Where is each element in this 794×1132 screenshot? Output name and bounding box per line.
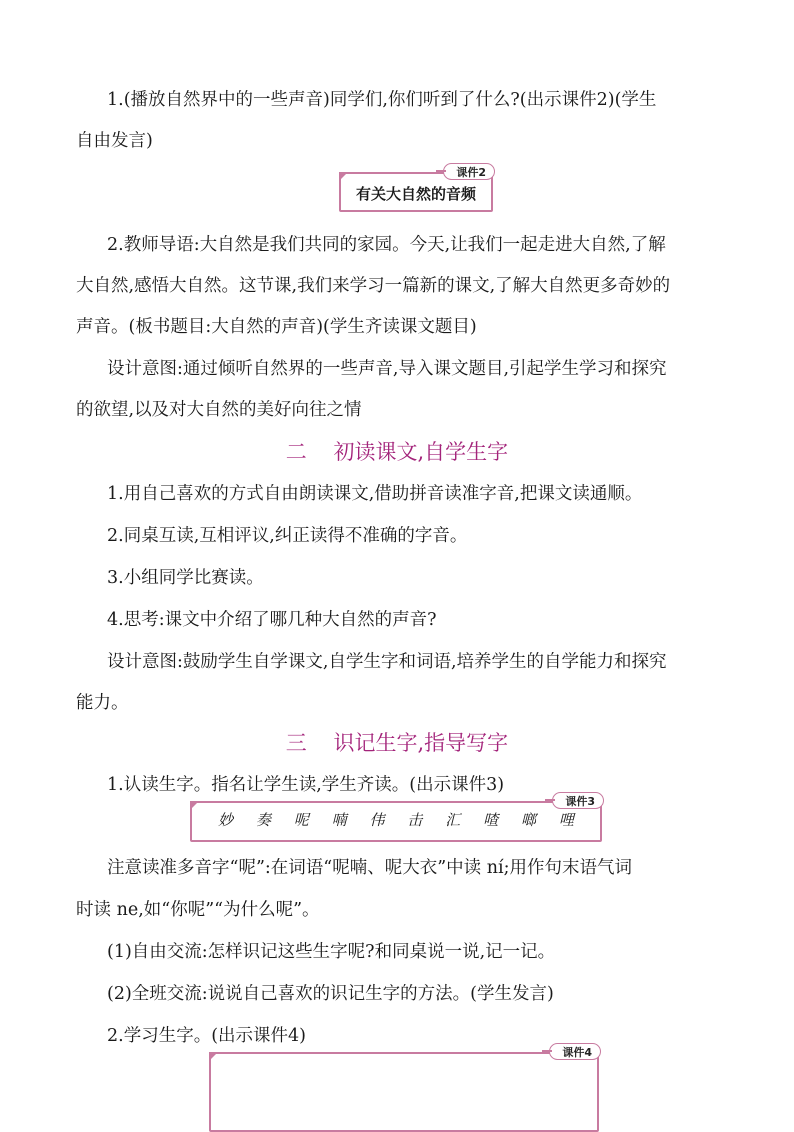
courseware-box-2-text: 有关大自然的音频 [355, 185, 476, 203]
design-intent-2-line-1: 设计意图:鼓励学生自学课文,自学生字和词语,培养学生的自学能力和探究 [107, 652, 667, 672]
section-heading-2: 二 初读课文,自学生字 [285, 440, 509, 464]
box-corner-decoration [339, 172, 348, 181]
new-character: 呢 [293, 811, 309, 829]
new-character: 汇 [445, 811, 461, 829]
courseware-tag-4: 课件4 [549, 1043, 601, 1060]
courseware-box-2 [339, 166, 493, 212]
section-3-item-1: 1.认读生字。指名让学生读,学生齐读。(出示课件3) [107, 775, 505, 795]
paragraph-2-line-3: 声音。(板书题目:大自然的声音)(学生齐读课文题目) [76, 317, 477, 337]
section-2-item-3: 3.小组同学比赛读。 [107, 568, 264, 588]
new-character: 伟 [369, 811, 385, 829]
new-characters-row [218, 809, 574, 830]
paragraph-2-line-1: 2.教师导语:大自然是我们共同的家园。今天,让我们一起走进大自然,了解 [107, 235, 666, 255]
sub-item-1: (1)自由交流:怎样识记这些生字呢?和同桌说一说,记一记。 [107, 942, 556, 962]
section-2-item-1: 1.用自己喜欢的方式自由朗读课文,借助拼音读准字音,把课文读通顺。 [107, 484, 643, 504]
new-character: 喃 [331, 811, 347, 829]
new-character: 妙 [218, 811, 234, 829]
design-intent-1-line-1: 设计意图:通过倾听自然界的一些声音,导入课文题目,引起学生学习和探究 [107, 359, 667, 379]
note-line-2: 时读 ne,如“你呢”“为什么呢”。 [76, 900, 320, 920]
courseware-tag-2: 课件2 [443, 163, 495, 180]
courseware-box-4 [209, 1046, 599, 1132]
design-intent-1-line-2: 的欲望,以及对大自然的美好向往之情 [76, 400, 362, 420]
section-2-item-4: 4.思考:课文中介绍了哪几种大自然的声音? [107, 610, 437, 630]
section-3-item-2: 2.学习生字。(出示课件4) [107, 1026, 306, 1046]
paragraph-1-line-1: 1.(播放自然界中的一些声音)同学们,你们听到了什么?(出示课件2)(学生 [107, 90, 657, 110]
new-character: 哩 [558, 811, 574, 829]
new-character: 奏 [255, 811, 271, 829]
note-line-1: 注意读准多音字“呢”:在词语“呢喃、呢大衣”中读 ní;用作句末语气词 [107, 858, 633, 878]
design-intent-2-line-2: 能力。 [76, 693, 129, 713]
courseware-box-3 [190, 795, 602, 842]
box-corner-decoration [209, 1052, 218, 1061]
new-character: 喳 [483, 811, 499, 829]
new-character: 啷 [521, 811, 537, 829]
section-heading-3: 三 识记生字,指导写字 [285, 731, 509, 755]
paragraph-1-line-2: 自由发言) [76, 131, 153, 151]
sub-item-2: (2)全班交流:说说自己喜欢的识记生字的方法。(学生发言) [107, 984, 554, 1004]
box-corner-decoration [190, 801, 199, 810]
paragraph-2-line-2: 大自然,感悟大自然。这节课,我们来学习一篇新的课文,了解大自然更多奇妙的 [76, 276, 671, 296]
new-character: 击 [407, 811, 423, 829]
courseware-tag-3: 课件3 [552, 792, 604, 809]
section-2-item-2: 2.同桌互读,互相评议,纠正读得不准确的字音。 [107, 526, 468, 546]
